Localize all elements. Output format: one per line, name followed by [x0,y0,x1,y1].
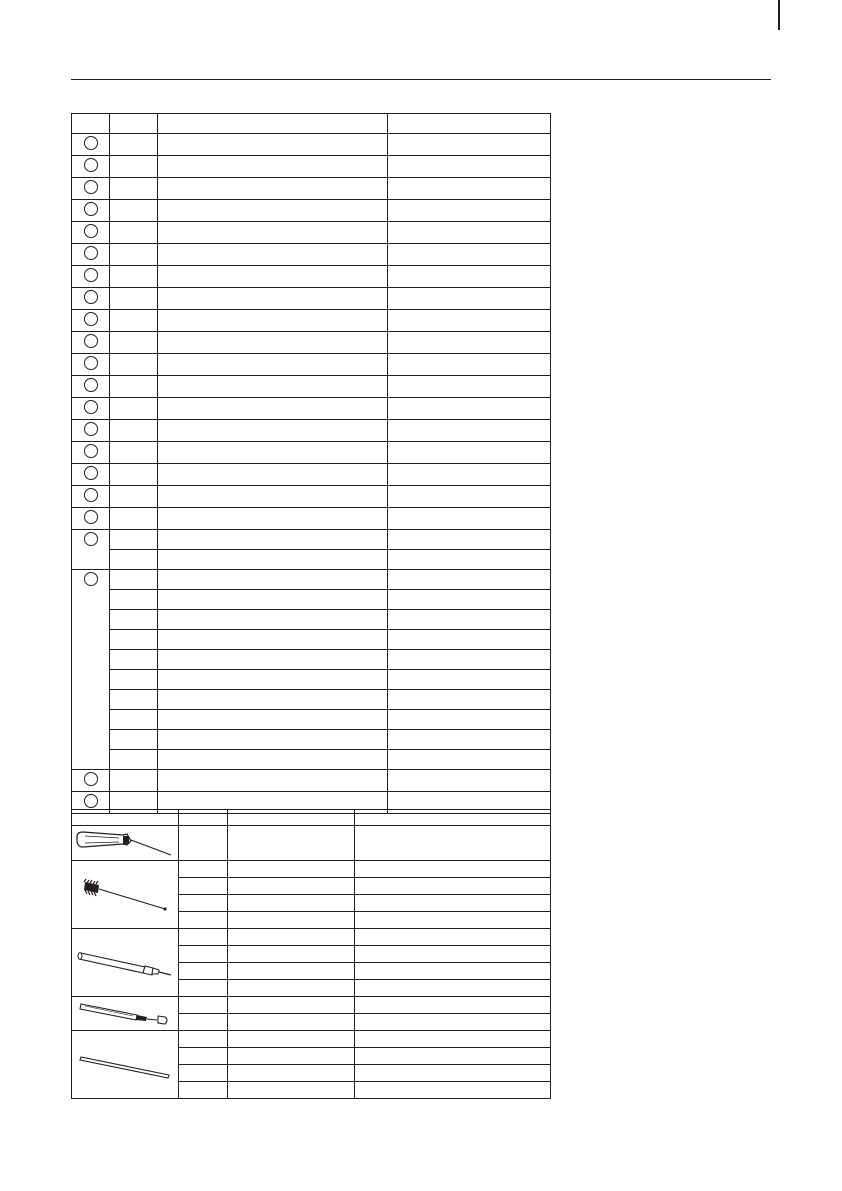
position-circle-icon [84,356,98,370]
part-no-cell [110,420,158,442]
table-row [72,376,551,398]
table-row [72,420,551,442]
order-no-cell [355,946,551,963]
table-row [72,770,551,792]
part-no-cell [110,464,158,486]
description-cell [158,508,388,530]
position-cell [72,178,110,200]
order-no-cell [388,156,551,178]
table-row [72,156,551,178]
position-circle-icon [84,378,98,392]
position-circle-icon [84,334,98,348]
position-circle-icon [84,422,98,436]
table-row [72,508,551,530]
qty-cell [179,1031,228,1048]
position-cell [72,442,110,464]
order-no-cell [388,630,551,650]
column-header [110,114,158,134]
description-cell [158,266,388,288]
order-no-cell [388,610,551,630]
order-no-cell [388,420,551,442]
qty-cell [179,1082,228,1099]
order-no-cell [355,878,551,895]
table-row [72,530,551,550]
table-row [72,590,551,610]
position-cell [72,398,110,420]
description-cell [158,486,388,508]
description-cell [158,178,388,200]
position-circle-icon [84,312,98,326]
table-row [72,310,551,332]
position-circle-icon [84,444,98,458]
table-row [72,690,551,710]
spec-cell [228,878,355,895]
accessories-table [71,809,551,1099]
qty-cell [179,997,228,1014]
description-cell [158,670,388,690]
table-row [72,332,551,354]
position-circle-icon [84,510,98,524]
part-no-cell [110,590,158,610]
position-circle-icon [84,772,98,786]
order-no-cell [355,1065,551,1082]
order-no-cell [355,826,551,861]
spec-cell [228,861,355,878]
column-header [179,810,228,826]
table-row [72,442,551,464]
tool-picture-cell [72,826,179,861]
part-no-cell [110,134,158,156]
table-row [72,486,551,508]
description-cell [158,442,388,464]
order-no-cell [388,244,551,266]
table-row [72,650,551,670]
qty-cell [179,1065,228,1082]
table-row [72,750,551,770]
position-cell [72,420,110,442]
order-no-cell [388,770,551,792]
description-cell [158,590,388,610]
table-header-row [72,114,551,134]
part-no-cell [110,244,158,266]
part-no-cell [110,670,158,690]
part-no-cell [110,550,158,570]
table-row [72,1031,551,1048]
table-row [72,630,551,650]
table-row [72,222,551,244]
rod-icon [75,1045,175,1085]
order-no-cell [388,310,551,332]
order-no-cell [388,178,551,200]
order-no-cell [388,354,551,376]
table-row [72,464,551,486]
part-no-cell [110,750,158,770]
position-circle-icon [84,488,98,502]
part-no-cell [110,266,158,288]
order-no-cell [388,670,551,690]
position-circle-icon [84,158,98,172]
qty-cell [179,946,228,963]
order-no-cell [355,1048,551,1065]
spare-parts-table [71,113,551,814]
description-cell [158,630,388,650]
order-no-cell [388,332,551,354]
table-row [72,550,551,570]
description-cell [158,610,388,630]
qty-cell [179,963,228,980]
order-no-cell [388,508,551,530]
description-cell [158,332,388,354]
description-cell [158,398,388,420]
part-no-cell [110,690,158,710]
order-no-cell [388,690,551,710]
position-circle-icon [84,268,98,282]
order-no-cell [388,442,551,464]
table-row [72,610,551,630]
tool-picture-cell [72,929,179,997]
part-no-cell [110,398,158,420]
position-cell [72,244,110,266]
order-no-cell [388,376,551,398]
order-no-cell [388,200,551,222]
position-cell [72,464,110,486]
part-no-cell [110,710,158,730]
part-no-cell [110,310,158,332]
description-cell [158,750,388,770]
spec-cell [228,1031,355,1048]
description-cell [158,464,388,486]
table-row [72,178,551,200]
position-cell [72,354,110,376]
table-row [72,266,551,288]
order-no-cell [355,1082,551,1099]
order-no-cell [388,398,551,420]
part-no-cell [110,530,158,550]
qty-cell [179,895,228,912]
spec-cell [228,997,355,1014]
spec-cell [228,912,355,929]
position-circle-icon [84,136,98,150]
qty-cell [179,929,228,946]
spec-cell [228,946,355,963]
order-no-cell [388,288,551,310]
nozzle-tube-icon [75,943,175,983]
table-row [72,354,551,376]
part-no-cell [110,222,158,244]
position-circle-icon [84,180,98,194]
description-cell [158,354,388,376]
table-row [72,826,551,861]
description-cell [158,156,388,178]
part-no-cell [110,508,158,530]
description-cell [158,376,388,398]
order-no-cell [388,464,551,486]
order-no-cell [355,912,551,929]
position-cell [72,200,110,222]
header-rule [71,79,771,80]
position-cell [72,288,110,310]
description-cell [158,650,388,670]
part-no-cell [110,288,158,310]
description-cell [158,420,388,442]
position-circle-icon [84,572,98,586]
part-no-cell [110,178,158,200]
table-row [72,288,551,310]
part-no-cell [110,570,158,590]
qty-cell [179,1048,228,1065]
description-cell [158,222,388,244]
position-cell [72,156,110,178]
table-row [72,730,551,750]
position-cell [72,134,110,156]
cleaning-brush-icon [75,875,175,915]
qty-cell [179,826,228,861]
order-no-cell [355,929,551,946]
order-no-cell [355,895,551,912]
description-cell [158,570,388,590]
order-no-cell [388,222,551,244]
order-no-cell [355,963,551,980]
description-cell [158,530,388,550]
position-cell [72,530,110,570]
table-row [72,861,551,878]
order-no-cell [388,650,551,670]
order-no-cell [388,730,551,750]
part-no-cell [110,770,158,792]
spec-cell [228,1065,355,1082]
spec-cell [228,1014,355,1031]
spec-cell [228,929,355,946]
part-no-cell [110,650,158,670]
order-no-cell [388,530,551,550]
position-circle-icon [84,224,98,238]
spec-cell [228,963,355,980]
column-header [388,114,551,134]
part-no-cell [110,730,158,750]
position-cell [72,310,110,332]
order-no-cell [388,266,551,288]
order-no-cell [388,710,551,730]
tool-picture-cell [72,861,179,929]
spec-cell [228,980,355,997]
part-no-cell [110,332,158,354]
order-no-cell [388,486,551,508]
order-no-cell [355,861,551,878]
part-no-cell [110,486,158,508]
table-row [72,134,551,156]
qty-cell [179,861,228,878]
position-circle-icon [84,246,98,260]
tube-with-cap-icon [75,999,175,1029]
position-cell [72,570,110,770]
order-no-cell [388,570,551,590]
column-header [355,810,551,826]
order-no-cell [355,980,551,997]
column-header [228,810,355,826]
part-no-cell [110,354,158,376]
qty-cell [179,912,228,929]
qty-cell [179,980,228,997]
part-no-cell [110,630,158,650]
order-no-cell [388,550,551,570]
position-circle-icon [84,794,98,808]
spec-cell [228,1048,355,1065]
position-circle-icon [84,202,98,216]
description-cell [158,288,388,310]
order-no-cell [355,1031,551,1048]
table-row [72,200,551,222]
qty-cell [179,1014,228,1031]
order-no-cell [388,750,551,770]
position-cell [72,266,110,288]
description-cell [158,310,388,332]
spec-cell [228,826,355,861]
order-no-cell [388,134,551,156]
position-cell [72,770,110,792]
position-circle-icon [84,290,98,304]
column-header [158,114,388,134]
table-row [72,244,551,266]
order-no-cell [355,1014,551,1031]
tool-picture-cell [72,997,179,1031]
table-header-row [72,810,551,826]
screwdriver-icon [75,828,175,858]
description-cell [158,710,388,730]
order-no-cell [388,590,551,610]
column-header [72,810,179,826]
part-no-cell [110,200,158,222]
position-cell [72,222,110,244]
position-cell [72,508,110,530]
part-no-cell [110,376,158,398]
page-corner-mark [778,0,780,30]
description-cell [158,134,388,156]
table-row [72,670,551,690]
spec-cell [228,1082,355,1099]
table-row [72,997,551,1014]
part-no-cell [110,156,158,178]
table-row [72,710,551,730]
description-cell [158,550,388,570]
qty-cell [179,878,228,895]
position-cell [72,376,110,398]
position-circle-icon [84,466,98,480]
description-cell [158,770,388,792]
table-row [72,398,551,420]
position-cell [72,332,110,354]
description-cell [158,730,388,750]
part-no-cell [110,610,158,630]
order-no-cell [355,997,551,1014]
position-cell [72,486,110,508]
column-header [72,114,110,134]
table-row [72,929,551,946]
description-cell [158,690,388,710]
spec-cell [228,895,355,912]
table-row [72,570,551,590]
tool-picture-cell [72,1031,179,1099]
position-circle-icon [84,400,98,414]
description-cell [158,244,388,266]
position-circle-icon [84,532,98,546]
description-cell [158,200,388,222]
part-no-cell [110,442,158,464]
